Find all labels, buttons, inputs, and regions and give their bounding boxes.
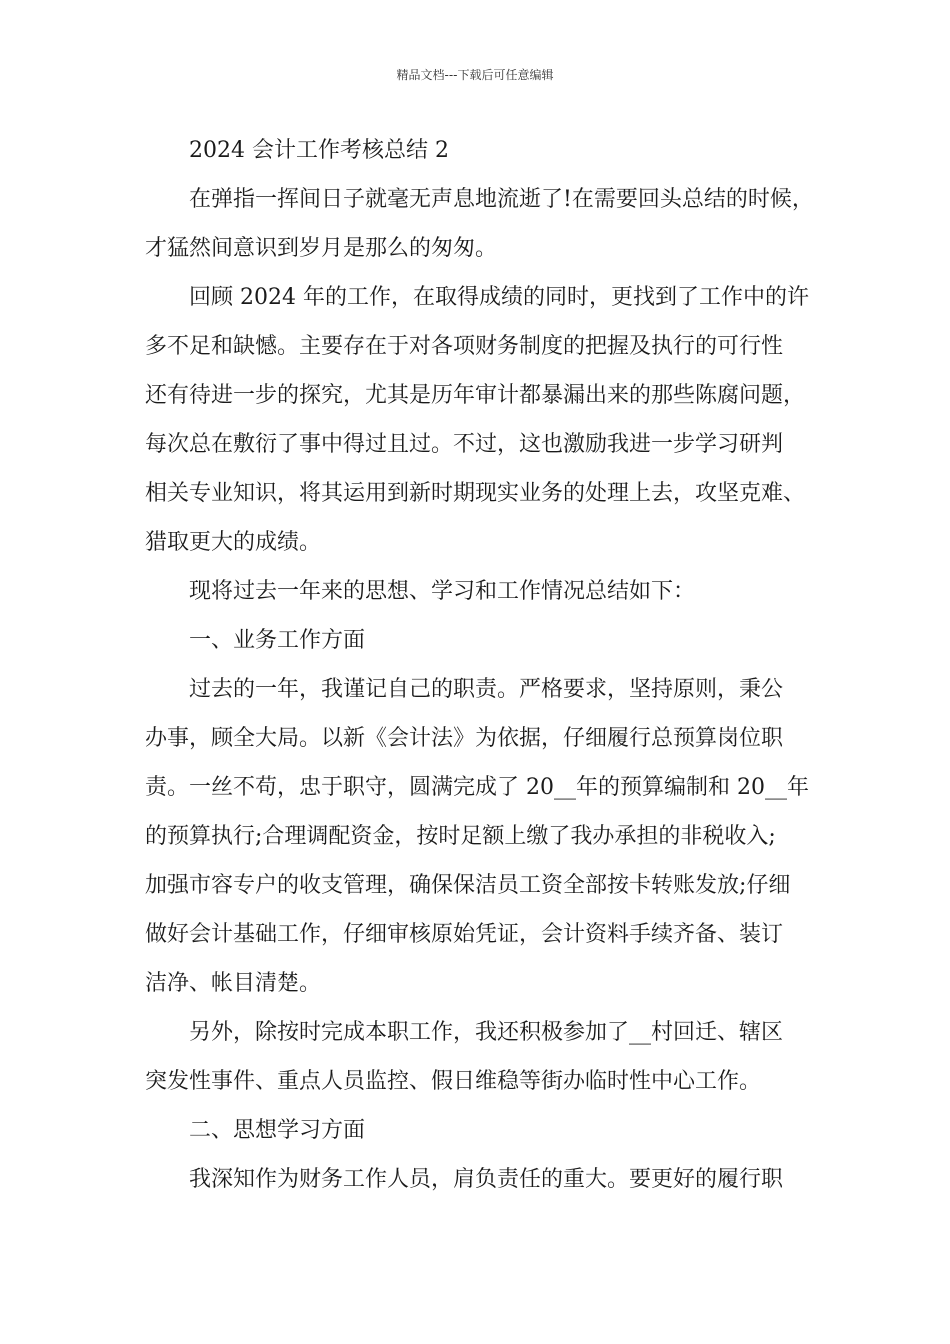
text-line: 责。一丝不苟，忠于职守，圆满完成了 20__年的预算编制和 20__年 — [145, 775, 809, 800]
text-line: 现将过去一年来的思想、学习和工作情况总结如下： — [189, 579, 696, 604]
text-line: 相关专业知识，将其运用到新时期现实业务的处理上去，攻坚克难、 — [145, 481, 806, 506]
document-title: 2024 会计工作考核总结 2 — [189, 138, 449, 163]
text-line: 我深知作为财务工作人员，肩负责任的重大。要更好的履行职 — [189, 1167, 784, 1192]
text-line: 做好会计基础工作，仔细审核原始凭证，会计资料手续齐备、装订 — [145, 922, 784, 947]
text-line: 猎取更大的成绩。 — [145, 530, 322, 555]
text-line: 洁净、帐目清楚。 — [145, 971, 322, 996]
text-line: 多不足和缺憾。主要存在于对各项财务制度的把握及执行的可行性 — [145, 334, 784, 359]
text-line: 突发性事件、重点人员监控、假日维稳等街办临时性中心工作。 — [145, 1069, 762, 1094]
text-line: 才猛然间意识到岁月是那么的匆匆。 — [145, 236, 498, 261]
document-body — [145, 126, 825, 1204]
text-line: 回顾 2024 年的工作，在取得成绩的同时，更找到了工作中的许 — [189, 285, 809, 310]
text-line: 的预算执行;合理调配资金，按时足额上缴了我办承担的非税收入; — [145, 824, 776, 849]
text-line: 在弹指一挥间日子就毫无声息地流逝了!在需要回头总结的时候， — [189, 187, 814, 212]
page-header: 精品文档---下载后可任意编辑 — [396, 68, 554, 82]
text-line: 过去的一年，我谨记自己的职责。严格要求，坚持原则，秉公 — [189, 677, 784, 702]
text-line: 另外，除按时完成本职工作，我还积极参加了__村回迁、辖区 — [189, 1020, 784, 1045]
text-line: 每次总在敷衍了事中得过且过。不过，这也激励我进一步学习研判 — [145, 432, 784, 457]
section-heading: 二、思想学习方面 — [189, 1118, 366, 1143]
text-line: 还有待进一步的探究，尤其是历年审计都暴漏出来的那些陈腐问题， — [145, 383, 806, 408]
section-heading: 一、业务工作方面 — [189, 628, 366, 653]
text-line: 加强市容专户的收支管理，确保保洁员工资全部按卡转账发放;仔细 — [145, 873, 791, 898]
text-line: 办事，顾全大局。以新《会计法》为依据，仔细履行总预算岗位职 — [145, 726, 784, 751]
